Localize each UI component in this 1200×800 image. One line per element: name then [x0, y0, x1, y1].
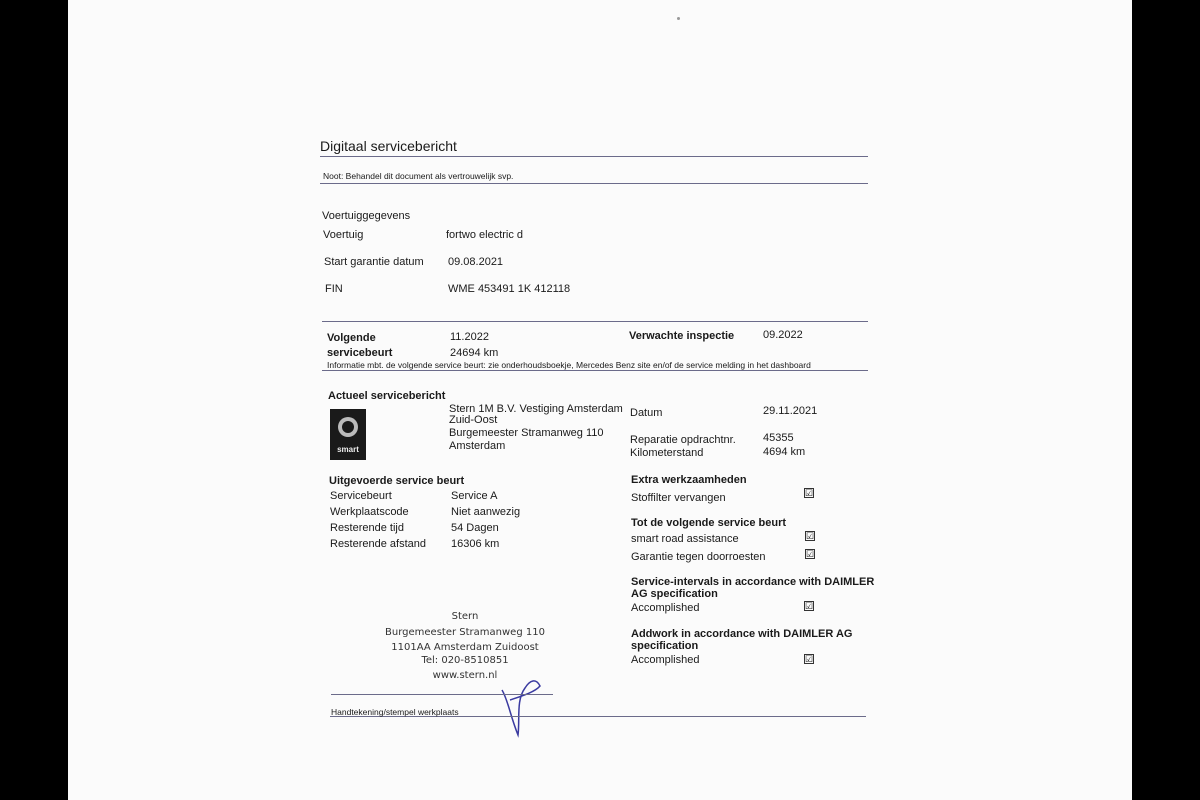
document-title: Digitaal servicebericht	[320, 138, 457, 154]
service-intervals-status: Accomplished	[631, 602, 700, 614]
service-intervals-heading-2: AG specification	[631, 588, 718, 600]
dealer-line-1: Stern 1M B.V. Vestiging Amsterdam	[449, 403, 623, 415]
vehicle-label: Voertuig	[323, 229, 364, 241]
vehicle-heading: Voertuiggegevens	[322, 210, 411, 222]
fin-label: FIN	[325, 283, 343, 295]
next-service-info: Informatie mbt. de volgende service beurt: zie onderhoudsboekje, Mercedes Benz site en/of de service melding in het dashboard	[327, 360, 811, 370]
service-intervals-heading-1: Service-intervals in accordance with DAIMLER	[631, 576, 875, 588]
current-service-heading: Actueel servicebericht	[328, 390, 446, 402]
warranty-start-value: 09.08.2021	[448, 256, 504, 268]
document-paper	[68, 0, 1132, 800]
service-type-value: Service A	[451, 490, 498, 502]
stamp-line-5: www.stern.nl	[432, 670, 498, 681]
performed-heading: Uitgevoerde service beurt	[329, 475, 465, 487]
divider	[322, 370, 868, 371]
stamp-line-3: 1101AA Amsterdam Zuidoost	[391, 642, 539, 653]
remaining-time-label: Resterende tijd	[330, 522, 404, 534]
stamp-line-4: Tel: 020-8510851	[421, 655, 509, 666]
date-label: Datum	[630, 407, 663, 419]
stamp-line-1: Stern	[451, 611, 479, 622]
workshop-code-label: Werkplaatscode	[330, 506, 409, 518]
remaining-distance-value: 16306 km	[451, 538, 500, 547]
divider	[322, 321, 868, 322]
next-service-label-1: Volgende	[327, 332, 376, 344]
divider	[320, 156, 868, 157]
dealer-line-4: Amsterdam	[449, 440, 506, 452]
km-value: 4694 km	[763, 446, 806, 458]
remaining-distance-label: Resterende afstand	[330, 538, 427, 547]
checkbox-addwork: ☑	[805, 654, 814, 664]
dealer-line-2: Zuid-Oost	[449, 414, 498, 426]
extra-work-item: Stoffilter vervangen	[631, 492, 726, 504]
order-value: 45355	[763, 432, 794, 444]
addwork-heading-1: Addwork in accordance with DAIMLER AG	[631, 628, 853, 640]
km-label: Kilometerstand	[630, 447, 704, 459]
smart-logo	[330, 409, 366, 460]
checkbox-rust-guarantee: ☑	[806, 549, 815, 559]
addwork-status: Accomplished	[631, 654, 700, 666]
stamp-divider	[331, 694, 553, 695]
fin-value: WME 453491 1K 412118	[448, 283, 571, 295]
checkbox-service-intervals: ☑	[805, 601, 814, 611]
road-assistance-label: smart road assistance	[631, 533, 739, 543]
service-type-label: Servicebeurt	[330, 490, 392, 502]
addwork-heading-2: specification	[631, 640, 699, 652]
next-service-date: 11.2022	[450, 331, 489, 343]
date-value: 29.11.2021	[763, 405, 818, 417]
remaining-time-value: 54 Dagen	[451, 522, 499, 534]
signature-label: Handtekening/stempel werkplaats	[331, 707, 459, 717]
inspection-label: Verwachte inspectie	[629, 330, 735, 342]
vehicle-value: fortwo electric d	[446, 229, 524, 241]
workshop-code-value: Niet aanwezig	[451, 506, 521, 518]
warranty-start-label: Start garantie datum	[324, 256, 424, 268]
checkbox-stoffilter: ☑	[805, 488, 814, 498]
next-service-km: 24694 km	[450, 347, 499, 359]
divider	[320, 183, 868, 184]
paper-speck	[677, 17, 680, 20]
checkbox-road-assistance: ☑	[806, 531, 815, 541]
stamp-line-2: Burgemeester Stramanweg 110	[385, 627, 545, 638]
until-next-heading: Tot de volgende service beurt	[631, 517, 787, 529]
confidential-note: Noot: Behandel dit document als vertrouwelijk svp.	[323, 171, 514, 181]
next-service-label-2: servicebeurt	[327, 347, 393, 359]
extra-work-heading: Extra werkzaamheden	[631, 474, 747, 486]
rust-guarantee-label: Garantie tegen doorroesten	[631, 551, 766, 563]
logo-text: smart	[337, 445, 359, 454]
signature	[480, 660, 570, 740]
inspection-date: 09.2022	[763, 329, 803, 341]
dealer-line-3: Burgemeester Stramanweg 110	[449, 427, 604, 439]
order-label: Reparatie opdrachtnr.	[630, 434, 736, 446]
